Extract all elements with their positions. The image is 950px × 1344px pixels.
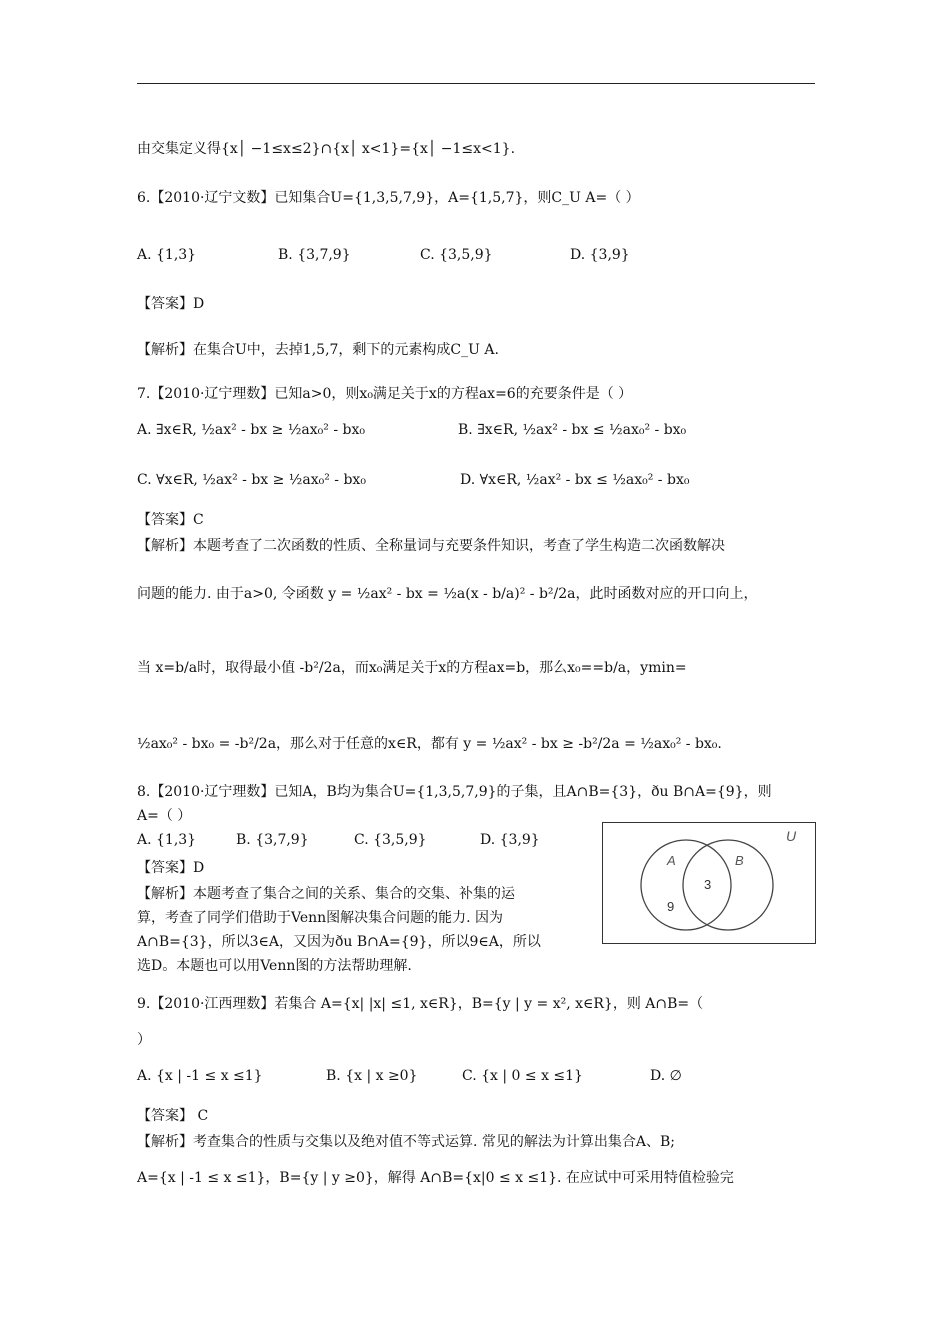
q8-option-d: D. {3,9} [480,832,540,848]
q6-stem: 6.【2010·辽宁文数】已知集合U={1,3,5,7,9}，A={1,5,7}，则C_U A=（ ） [137,190,640,206]
venn-value-intersection: 3 [704,877,712,892]
q8-option-b: B. {3,7,9} [236,832,309,848]
q8-analysis-line-2: 算，考查了同学们借助于Venn图解决集合问题的能力. 因为 [137,910,504,926]
q7-analysis-line-4: ½ax₀² - bx₀ = -b²/2a，那么对于任意的x∈R，都有 y = ½ax² - bx ≥ -b²/2a = ½ax₀² - bx₀. [137,736,722,752]
q9-option-d: D. ∅ [650,1068,682,1084]
q8-analysis-line-1: 【解析】本题考查了集合之间的关系、集合的交集、补集的运 [137,886,515,902]
q7-analysis-line-2: 问题的能力. 由于a>0, 令函数 y = ½ax² - bx = ½a(x - b/a)² - b²/2a，此时函数对应的开口向上， [137,586,758,602]
q8-answer: 【答案】D [137,860,205,876]
q7-option-d: D. ∀x∈R, ½ax² - bx ≤ ½ax₀² - bx₀ [460,472,690,488]
venn-label-a: A [667,853,676,868]
q6-option-d: D. {3,9} [570,247,630,263]
q7-analysis-line-3: 当 x=b/a时，取得最小值 -b²/2a，而x₀满足关于x的方程ax=b，那么x₀==b/a，ymin= [137,660,687,676]
q6-answer: 【答案】D [137,296,205,312]
q6-option-a: A. {1,3} [137,247,197,263]
q9-stem-line-2: ） [137,1032,151,1048]
q7-answer: 【答案】C [137,512,204,528]
venn-value-only-a: 9 [667,899,675,914]
q6-analysis: 【解析】在集合U中，去掉1,5,7，剩下的元素构成C_U A. [137,342,499,358]
q6-option-b: B. {3,7,9} [278,247,351,263]
q7-stem: 7.【2010·辽宁理数】已知a>0，则x₀满足关于x的方程ax=6的充要条件是（ ） [137,386,633,402]
q7-analysis-line-1: 【解析】本题考查了二次函数的性质、全称量词与充要条件知识，考查了学生构造二次函数解决 [137,538,725,554]
q9-analysis-line-1: 【解析】考查集合的性质与交集以及绝对值不等式运算. 常见的解法为计算出集合A、B; [137,1134,676,1150]
venn-label-b: B [735,853,744,868]
q9-answer: 【答案】 C [137,1108,209,1124]
venn-svg [603,823,815,943]
q9-stem-line-1: 9.【2010·江西理数】若集合 A={x| |x| ≤1, x∈R}，B={y | y = x², x∈R}，则 A∩B=（ [137,996,704,1012]
header-rule [137,83,815,84]
q7-option-a: A. ∃x∈R, ½ax² - bx ≥ ½ax₀² - bx₀ [137,422,365,438]
intro-line: 由交集定义得{x│ −1≤x≤2}∩{x│ x<1}={x│ −1≤x<1}. [137,141,516,157]
q8-analysis-line-3: A∩B={3}，所以3∈A，又因为ðu B∩A={9}，所以9∈A，所以 [137,934,541,950]
q8-option-c: C. {3,5,9} [354,832,427,848]
q7-option-c: C. ∀x∈R, ½ax² - bx ≥ ½ax₀² - bx₀ [137,472,366,488]
q9-option-b: B. {x | x ≥0} [326,1068,418,1084]
venn-label-u: U [786,828,797,844]
q9-option-c: C. {x | 0 ≤ x ≤1} [462,1068,583,1084]
q6-option-c: C. {3,5,9} [420,247,493,263]
q7-option-b: B. ∃x∈R, ½ax² - bx ≤ ½ax₀² - bx₀ [458,422,687,438]
q9-analysis-line-2: A={x | -1 ≤ x ≤1}，B={y | y ≥0}，解得 A∩B={x|0 ≤ x ≤1}. 在应试中可采用特值检验完 [137,1170,734,1186]
q8-stem-line-1: 8.【2010·辽宁理数】已知A，B均为集合U={1,3,5,7,9}的子集，且A∩B={3}，ðu B∩A={9}，则 [137,784,772,800]
q9-option-a: A. {x | -1 ≤ x ≤1} [137,1068,263,1084]
venn-circle-b [683,840,773,930]
q8-option-a: A. {1,3} [137,832,197,848]
venn-diagram [602,822,816,944]
venn-circle-a [641,840,731,930]
q8-analysis-line-4: 选D。本题也可以用Venn图的方法帮助理解. [137,958,412,974]
q8-stem-line-2: A=（ ） [137,808,192,824]
